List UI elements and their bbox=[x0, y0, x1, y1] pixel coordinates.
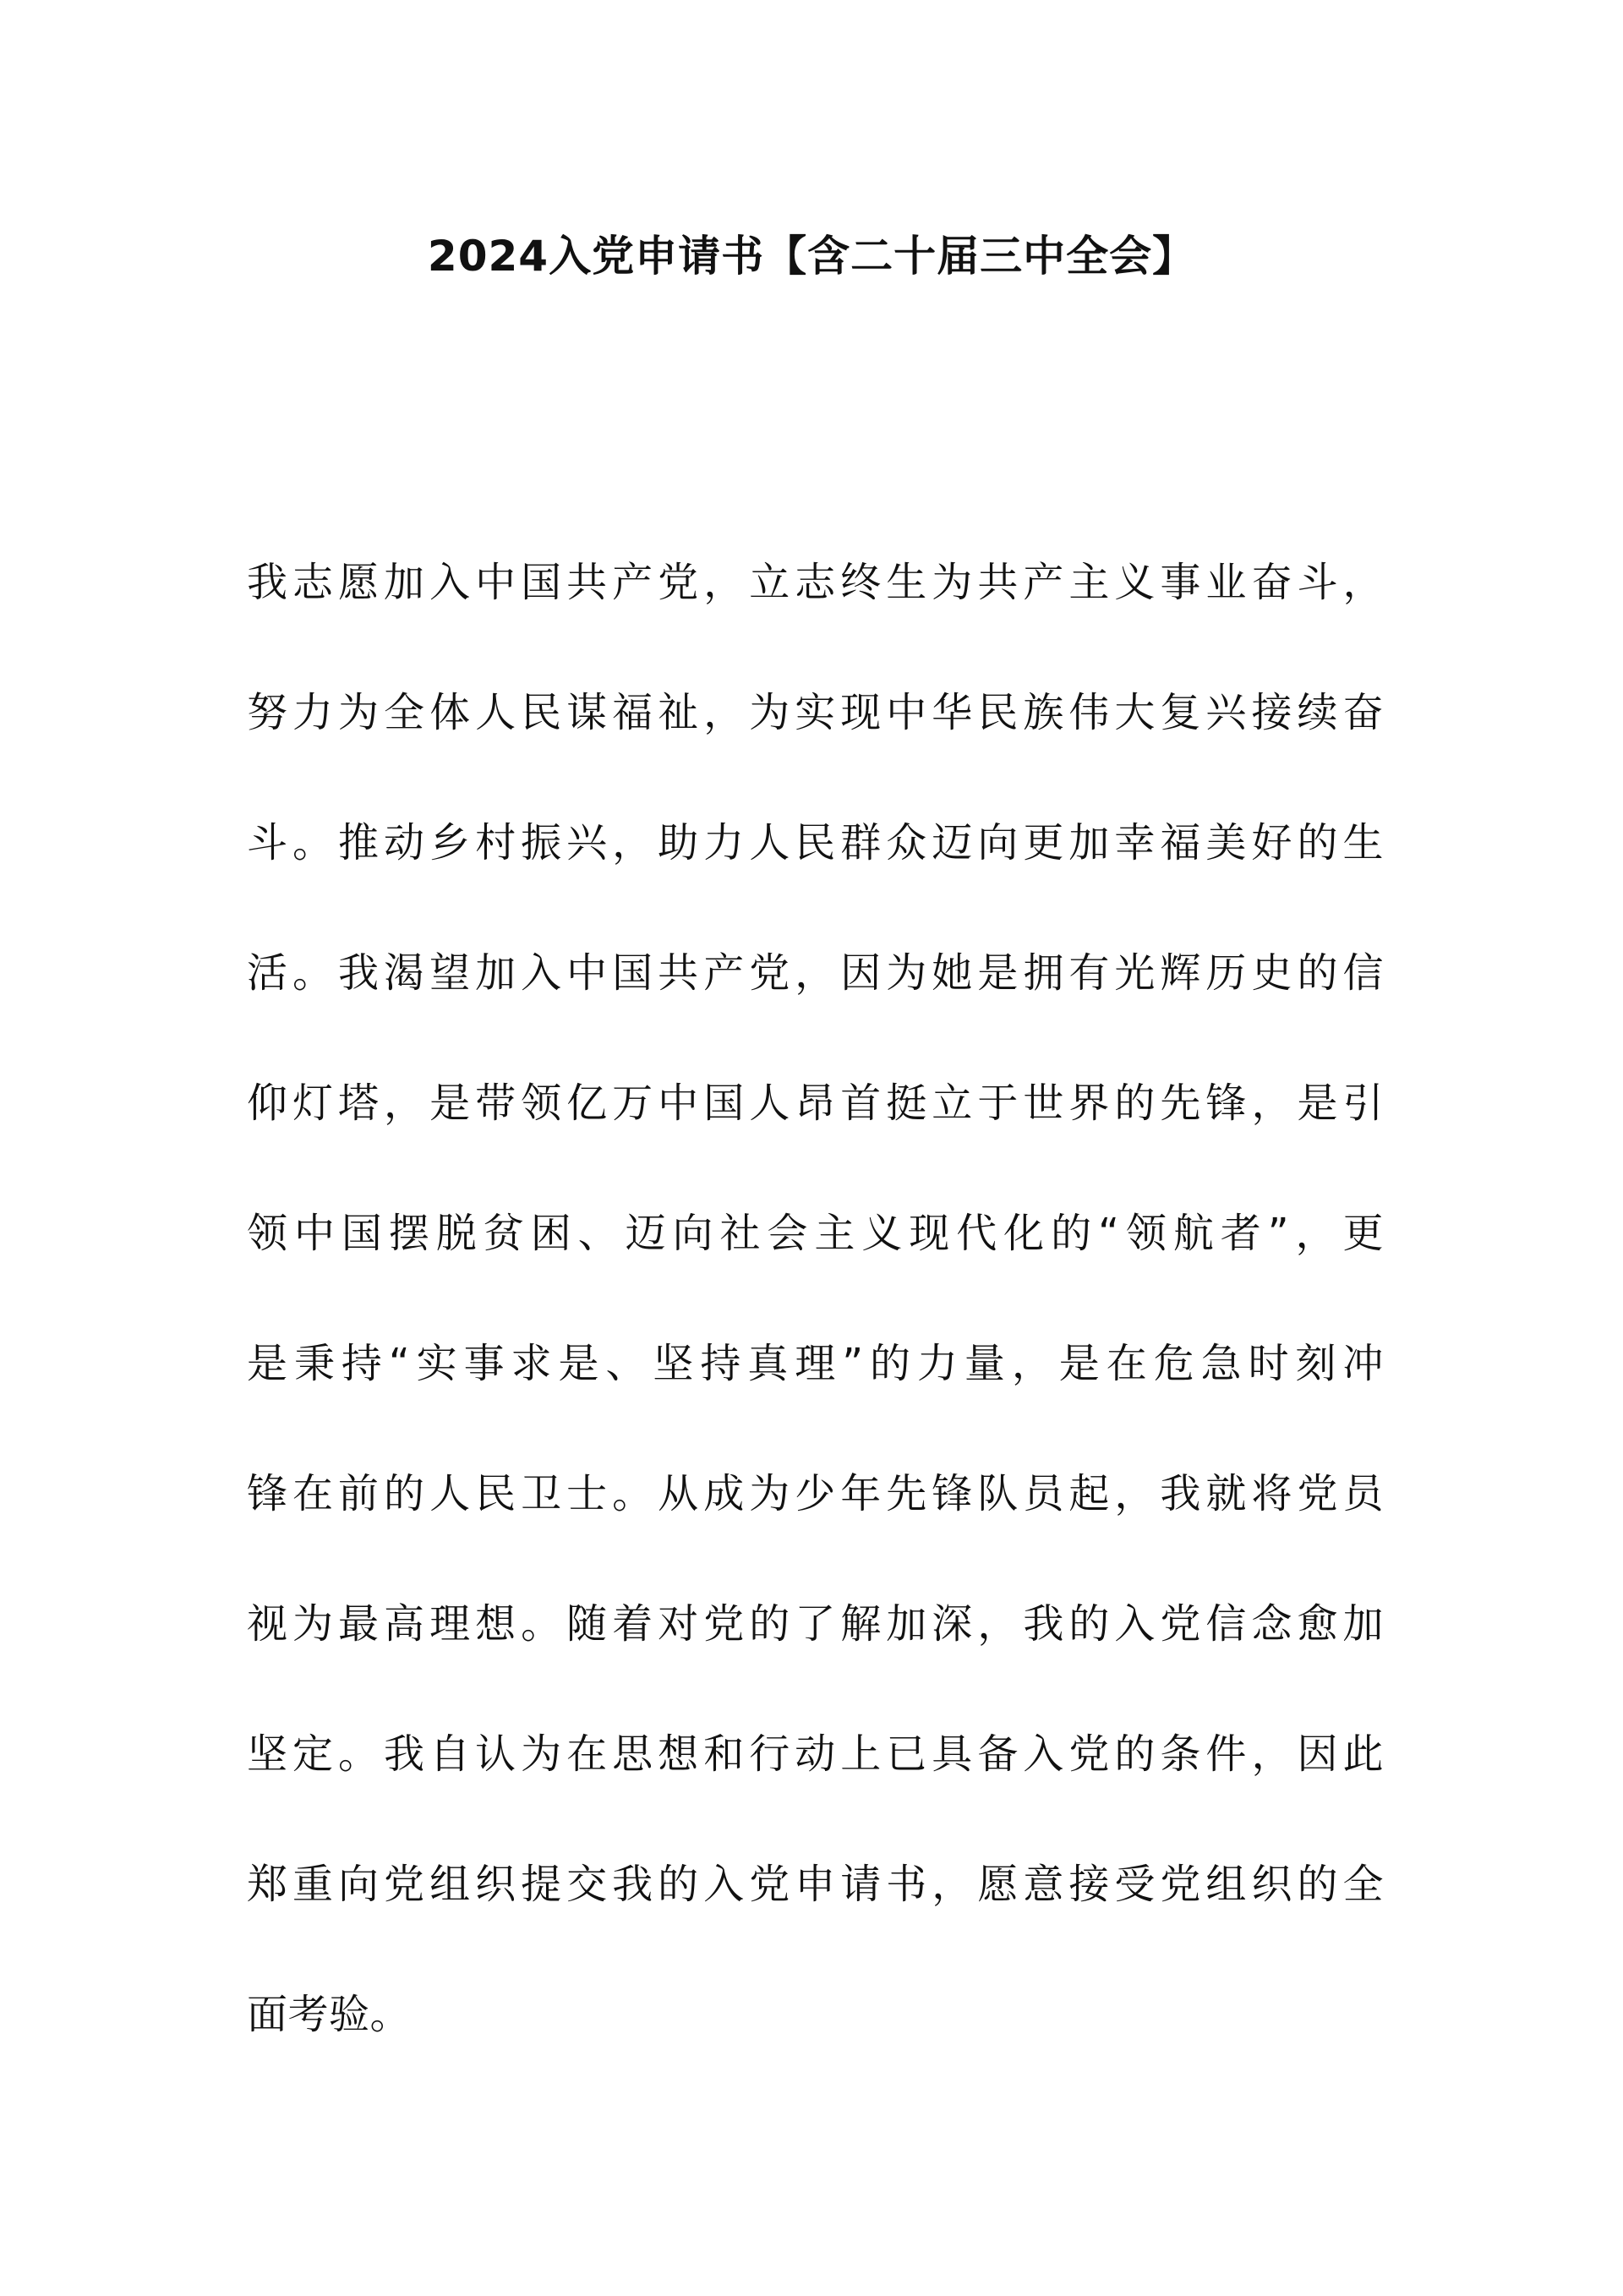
body-line: 仰灯塔，是带领亿万中国人昂首挺立于世界的先锋，是引 bbox=[247, 1080, 1384, 1127]
body-line: 活。我渴望加入中国共产党，因为她是拥有光辉历史的信 bbox=[247, 949, 1384, 997]
body-line: 视为最高理想。随着对党的了解加深，我的入党信念愈加 bbox=[247, 1600, 1384, 1648]
body-line: 郑重向党组织提交我的入党申请书，愿意接受党组织的全 bbox=[247, 1861, 1384, 1908]
body-line: 领中国摆脱贫困、迈向社会主义现代化的“领航者”，更 bbox=[247, 1210, 1384, 1257]
document-title: 2024入党申请书【含二十届三中全会】 bbox=[427, 232, 1196, 281]
body-line: 努力为全体人民谋福祉，为实现中华民族伟大复兴接续奋 bbox=[247, 689, 1384, 736]
body-line: 我志愿加入中国共产党，立志终生为共产主义事业奋斗， bbox=[247, 559, 1384, 606]
body-line: 锋在前的人民卫士。从成为少年先锋队员起，我就将党员 bbox=[247, 1470, 1384, 1517]
body-line: 面考验。 bbox=[247, 1991, 412, 2038]
body-line: 坚定。我自认为在思想和行动上已具备入党的条件，因此 bbox=[247, 1730, 1384, 1778]
document-body bbox=[247, 517, 1384, 2080]
body-line: 斗。推动乡村振兴，助力人民群众迈向更加幸福美好的生 bbox=[247, 819, 1384, 866]
body-line: 是秉持“实事求是、坚持真理”的力量，是在危急时刻冲 bbox=[247, 1340, 1384, 1387]
